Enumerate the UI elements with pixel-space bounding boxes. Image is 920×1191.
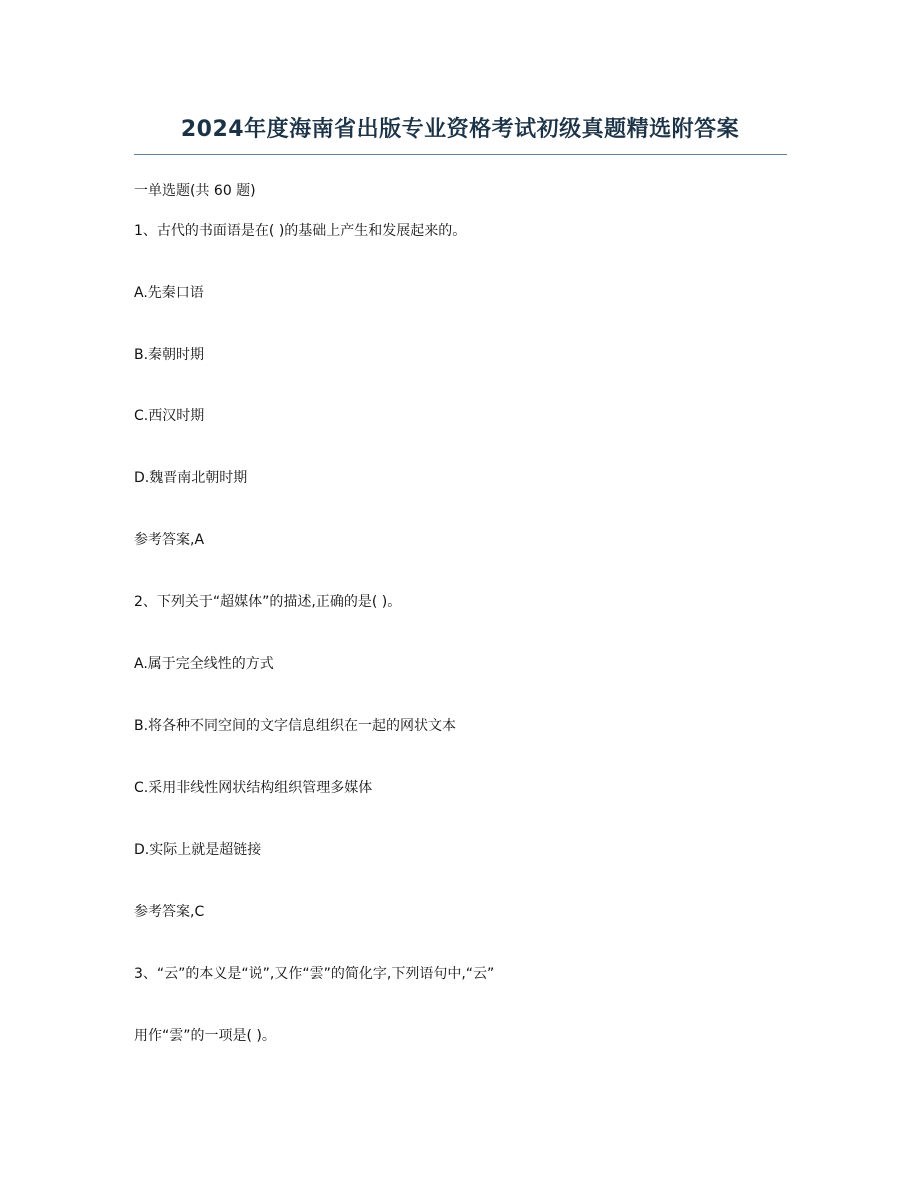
question-1-stem: 1、古代的书面语是在( )的基础上产生和发展起来的。 — [134, 223, 467, 239]
question-1-answer: 参考答案,A — [134, 532, 205, 548]
title-underline — [134, 154, 787, 155]
question-3-stem-line-2: 用作“雲”的一项是( )。 — [134, 1028, 276, 1044]
section-heading: 一单选题(共 60 题) — [134, 183, 256, 199]
question-1-option-a: A.先秦口语 — [134, 285, 204, 301]
question-2-option-c: C.采用非线性网状结构组织管理多媒体 — [134, 780, 373, 796]
question-3-stem-line-1: 3、“云”的本义是“说”,又作“雲”的简化字,下列语句中,“云” — [134, 966, 495, 982]
question-2-option-b: B.将各种不同空间的文字信息组织在一起的网状文本 — [134, 718, 457, 734]
question-2-stem: 2、下列关于“超媒体”的描述,正确的是( )。 — [134, 594, 402, 610]
question-1-option-c: C.西汉时期 — [134, 408, 205, 424]
question-2-option-d: D.实际上就是超链接 — [134, 842, 262, 858]
question-1-option-d: D.魏晋南北朝时期 — [134, 470, 248, 486]
question-2-option-a: A.属于完全线性的方式 — [134, 656, 274, 672]
question-2-answer: 参考答案,C — [134, 904, 205, 920]
document-title: 2024年度海南省出版专业资格考试初级真题精选附答案 — [180, 117, 740, 142]
question-1-option-b: B.秦朝时期 — [134, 347, 205, 363]
